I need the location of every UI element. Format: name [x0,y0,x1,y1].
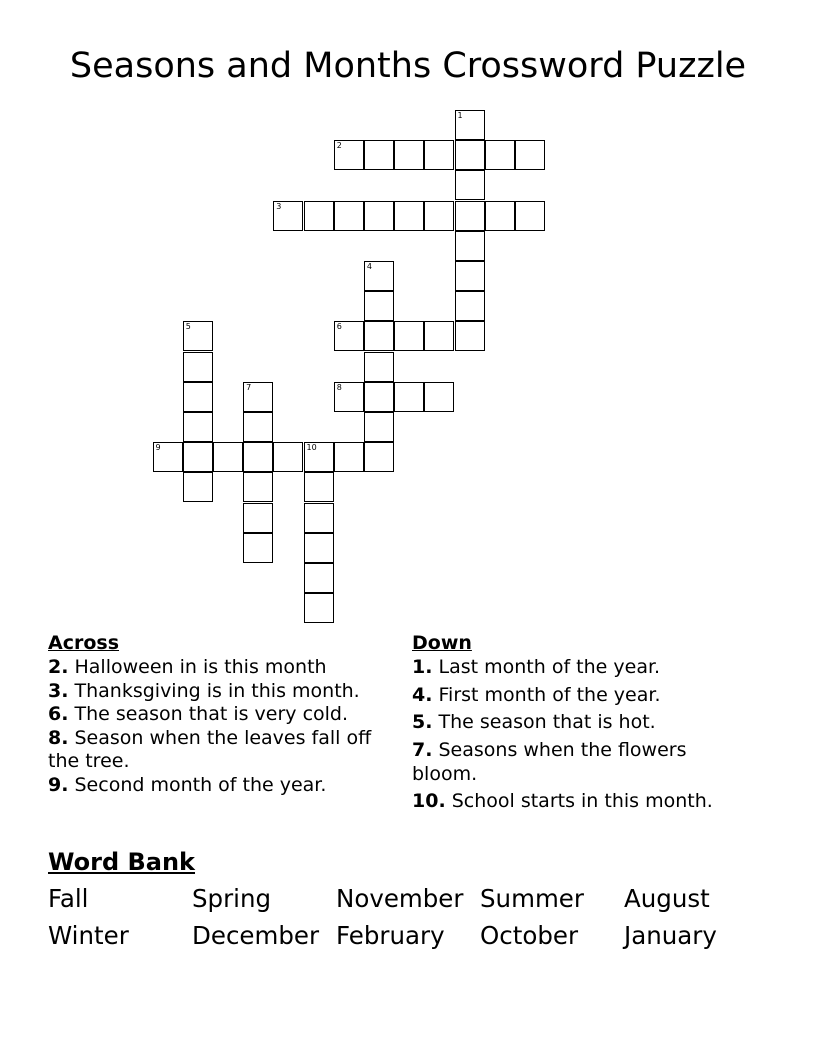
clue-number-label: 4 [366,262,372,271]
grid-cell[interactable] [334,382,364,412]
clue-number: 3. [48,679,69,702]
grid-cell[interactable] [243,412,273,442]
grid-cell[interactable] [183,412,213,442]
grid-cell[interactable] [485,140,515,170]
clue-number-label: 10 [306,443,317,453]
grid-cell[interactable] [455,261,485,291]
clue-number-label: 2 [336,141,342,151]
across-clue [48,656,383,680]
grid-cell[interactable] [455,170,485,200]
grid-cell[interactable] [364,352,394,382]
word-bank-word: August [624,884,710,913]
word-bank-word: January [624,921,717,950]
grid-cell[interactable] [183,352,213,382]
word-bank-word: December [192,921,320,950]
grid-cell[interactable] [364,140,394,170]
clue-number: 10. [412,790,446,813]
grid-cell[interactable] [213,442,243,472]
grid-cell[interactable] [183,321,213,351]
clue-number: 8. [48,726,69,749]
across-clues [48,630,383,797]
down-clue [412,656,757,680]
grid-cell[interactable] [304,472,334,502]
grid-cell[interactable] [304,503,334,533]
grid-cell[interactable] [334,201,364,231]
clue-number: 6. [48,703,69,725]
puzzle-title: Seasons and Months Crossword Puzzle [69,46,747,86]
grid-cell[interactable] [304,442,334,472]
grid-cell[interactable] [273,201,303,231]
clue-number-label: 7 [246,382,252,392]
grid-cell[interactable] [485,201,515,231]
grid-cell[interactable] [455,291,485,321]
grid-cell[interactable] [183,472,213,502]
clue-text: Last month of the year. [432,656,661,678]
across-clue [48,727,383,774]
grid-cell[interactable] [424,140,454,170]
grid-cell[interactable] [334,321,364,351]
grid-cell[interactable] [364,442,394,472]
grid-cell[interactable] [394,321,424,351]
grid-cell[interactable] [364,412,394,442]
across-clue [48,680,383,704]
grid-cell[interactable] [394,382,424,412]
down-heading: Down [412,632,472,654]
grid-cell[interactable] [364,321,394,351]
grid-cell[interactable] [153,442,183,472]
word-bank-word: October [480,921,579,950]
word-bank-title: Word Bank [48,848,196,876]
clue-number-label: 9 [155,443,161,453]
clue-text: School starts in this month. [445,790,713,813]
word-bank-word: Spring [192,884,272,913]
word-bank-word: November [336,884,464,913]
grid-cell[interactable] [455,110,485,140]
grid-cell[interactable] [304,563,334,593]
clue-text: Season when the leaves fall off the tree. [48,726,372,772]
grid-cell[interactable] [304,533,334,563]
clue-number: 7. [412,739,433,762]
across-clue [48,703,383,727]
grid-cell[interactable] [455,321,485,351]
clue-text: Halloween in is this month [68,656,327,678]
across-clue [48,774,383,798]
grid-cell[interactable] [364,291,394,321]
grid-cell[interactable] [364,201,394,231]
word-bank-word: February [336,921,445,950]
grid-cell[interactable] [424,201,454,231]
grid-cell[interactable] [243,503,273,533]
clue-number: 5. [412,711,433,734]
grid-cell[interactable] [424,382,454,412]
clue-text: First month of the year. [432,683,661,706]
grid-cell[interactable] [304,201,334,231]
grid-cell[interactable] [455,231,485,261]
grid-cell[interactable] [515,201,545,231]
grid-cell[interactable] [243,533,273,563]
grid-cell[interactable] [243,442,273,472]
clue-text: Thanksgiving is in this month. [68,679,360,702]
clue-number-label: 8 [336,382,342,392]
grid-cell[interactable] [334,140,364,170]
clue-number-label: 6 [336,322,342,332]
clue-number-label: 3 [276,201,282,211]
grid-cell[interactable] [334,442,364,472]
clue-text: Seasons when the flowers bloom. [412,739,687,785]
clue-number: 9. [48,773,69,796]
grid-cell[interactable] [515,140,545,170]
grid-cell[interactable] [243,382,273,412]
grid-cell[interactable] [273,442,303,472]
grid-cell[interactable] [424,321,454,351]
clue-text: The season that is hot. [432,711,656,734]
grid-cell[interactable] [364,261,394,291]
grid-cell[interactable] [455,201,485,231]
across-heading: Across [48,632,120,654]
down-clue [412,790,757,814]
grid-cell[interactable] [364,382,394,412]
word-bank-word: Summer [480,884,584,913]
down-clue [412,711,757,735]
clue-text: Second month of the year. [68,773,327,796]
down-clue [412,739,757,786]
clue-number-label: 1 [457,111,463,120]
clue-number-label: 5 [185,322,191,332]
clue-text: The season that is very cold. [68,703,349,725]
grid-cell[interactable] [183,442,213,472]
clue-number: 2. [48,656,69,678]
grid-cell[interactable] [183,382,213,412]
word-bank-word: Winter [48,921,129,950]
word-bank-word: Fall [48,884,89,913]
clue-number: 4. [412,683,433,706]
grid-cell[interactable] [304,593,334,623]
grid-cell[interactable] [455,140,485,170]
down-clues [412,630,757,818]
grid-cell[interactable] [243,472,273,502]
grid-cell[interactable] [394,140,424,170]
clue-number: 1. [412,656,433,678]
down-clue [412,684,757,708]
grid-cell[interactable] [394,201,424,231]
